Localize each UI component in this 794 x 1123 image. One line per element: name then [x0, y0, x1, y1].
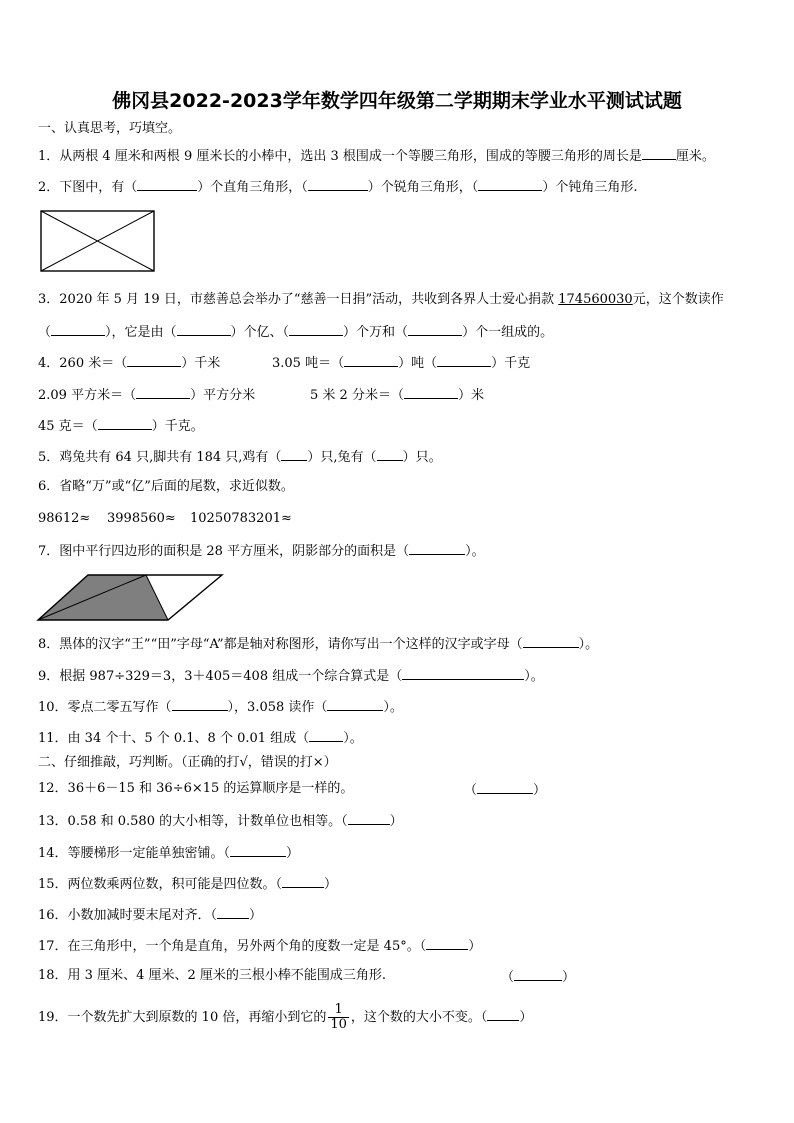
answer-blank[interactable]: [127, 353, 181, 367]
question-5: 5．鸡兔共有 64 只,脚共有 184 只,鸡有（ ）只,兔有（ ）只。: [38, 447, 442, 467]
section-heading-1: 一、认真思考，巧填空。: [38, 121, 182, 136]
answer-blank[interactable]: [281, 447, 307, 461]
answer-blank[interactable]: [230, 843, 286, 857]
answer-blank[interactable]: [487, 1007, 519, 1021]
answer-blank[interactable]: [409, 541, 465, 555]
answer-blank[interactable]: [523, 634, 579, 648]
question-4-row-2: 2.09 平方米＝（ ）平方分米: [38, 385, 255, 405]
answer-blank[interactable]: [172, 697, 228, 711]
answer-blank[interactable]: [282, 874, 324, 888]
question-17: 17．在三角形中，一个角是直角，另外两个角的度数一定是 45°。（ ）: [38, 936, 481, 956]
answer-blank[interactable]: [642, 146, 676, 160]
answer-blank[interactable]: [402, 666, 524, 680]
question-14: 14．等腰梯形一定能单独密铺。（ ）: [38, 843, 299, 863]
answer-blank[interactable]: [437, 353, 491, 367]
question-3-cont: （ ），它是由（ ）个亿、（ ）个万和（ ）个一组成的。: [38, 322, 553, 342]
answer-blank[interactable]: [98, 416, 152, 430]
section-heading-2: 二、仔细推敲，巧判断。（正确的打√，错误的打×）: [38, 755, 337, 770]
question-18: 18．用 3 厘米、4 厘米、2 厘米的三根小棒不能围成三角形.: [38, 968, 387, 983]
answer-blank[interactable]: [51, 322, 105, 336]
question-8: 8．黑体的汉字“王”“田”字母“A”都是轴对称图形，请你写出一个这样的汉字或字母（ ）。: [38, 634, 598, 654]
question-6-item-2: 3998560≈: [107, 511, 176, 526]
question-9: 9．根据 987÷329＝3，3＋405＝408 组成一个综合算式是（ ）。: [38, 666, 544, 686]
question-1: 1．从两根 4 厘米和两根 9 厘米长的小棒中，选出 3 根围成一个等腰三角形，围成的等腰三角形的周长是 厘米。: [38, 146, 715, 166]
answer-blank[interactable]: [344, 353, 398, 367]
question-19: 19．一个数先扩大到原数的 10 倍，再缩小到它的 $\frac{1}{10}$ ，这个数的大小不变。（ ）: [38, 1002, 533, 1032]
answer-blank[interactable]: [308, 177, 368, 191]
question-11: 11．由 34 个十、5 个 0.1、8 个 0.01 组成（ ）。: [38, 728, 363, 748]
question-15: 15．两位数乘两位数，积可能是四位数。（ ）: [38, 874, 337, 894]
answer-blank[interactable]: [177, 322, 231, 336]
question-12-answer: （ ）: [464, 780, 546, 800]
question-6: 6．省略“万”或“亿”后面的尾数，求近似数。: [38, 479, 294, 494]
answer-blank[interactable]: [404, 385, 458, 399]
question-2: 2．下图中，有（ ）个直角三角形，（ ）个锐角三角形，（ ）个钝角三角形.: [38, 177, 637, 197]
answer-blank[interactable]: [327, 697, 383, 711]
page-title: 佛冈县2022-2023学年数学四年级第二学期期末学业水平测试试题: [112, 90, 682, 112]
donation-amount: 174560030: [558, 292, 633, 307]
question-16: 16．小数加减时要末尾对齐．（ ）: [38, 905, 262, 925]
answer-blank[interactable]: [477, 780, 533, 794]
question-4-row-1b: 3.05 吨＝（ ）吨（ ）千克: [272, 353, 530, 373]
answer-blank[interactable]: [348, 811, 390, 825]
rectangle-diagonals-figure: [40, 210, 156, 274]
question-4-row-2b: 5 米 2 分米＝（ ）米: [310, 385, 484, 405]
answer-blank[interactable]: [377, 447, 403, 461]
answer-blank[interactable]: [426, 936, 468, 950]
answer-blank[interactable]: [289, 322, 343, 336]
answer-blank[interactable]: [136, 385, 190, 399]
question-18-answer: （ ）: [501, 967, 575, 987]
question-6-item-1: 98612≈: [38, 511, 91, 526]
question-12: 12．36＋6－15 和 36÷6×15 的运算顺序是一样的。: [38, 781, 354, 796]
answer-blank[interactable]: [478, 177, 542, 191]
answer-blank[interactable]: [408, 322, 462, 336]
question-6-item-3: 10250783201≈: [190, 511, 292, 526]
answer-blank[interactable]: [217, 905, 249, 919]
question-10: 10．零点二零五写作（ ），3.058 读作（ ）。: [38, 697, 403, 717]
fraction-one-tenth: $\frac{1}{10}$: [330, 1002, 347, 1032]
answer-blank[interactable]: [309, 728, 343, 742]
question-3: 3．2020 年 5 月 19 日，市慈善总会举办了“慈善一日捐”活动，共收到各界人士爱心捐款 174560030元，这个数读作: [38, 292, 724, 307]
answer-blank[interactable]: [137, 177, 197, 191]
question-4-row-3: 45 克＝（ ）千克。: [38, 416, 204, 436]
question-7: 7．图中平行四边形的面积是 28 平方厘米，阴影部分的面积是（ ）。: [38, 541, 485, 561]
question-4-row-1: 4．260 米＝（ ）千米: [38, 353, 220, 373]
parallelogram-shaded-figure: [36, 572, 226, 624]
question-13: 13．0.58 和 0.580 的大小相等，计数单位也相等。（ ）: [38, 811, 403, 831]
answer-blank[interactable]: [514, 967, 562, 981]
